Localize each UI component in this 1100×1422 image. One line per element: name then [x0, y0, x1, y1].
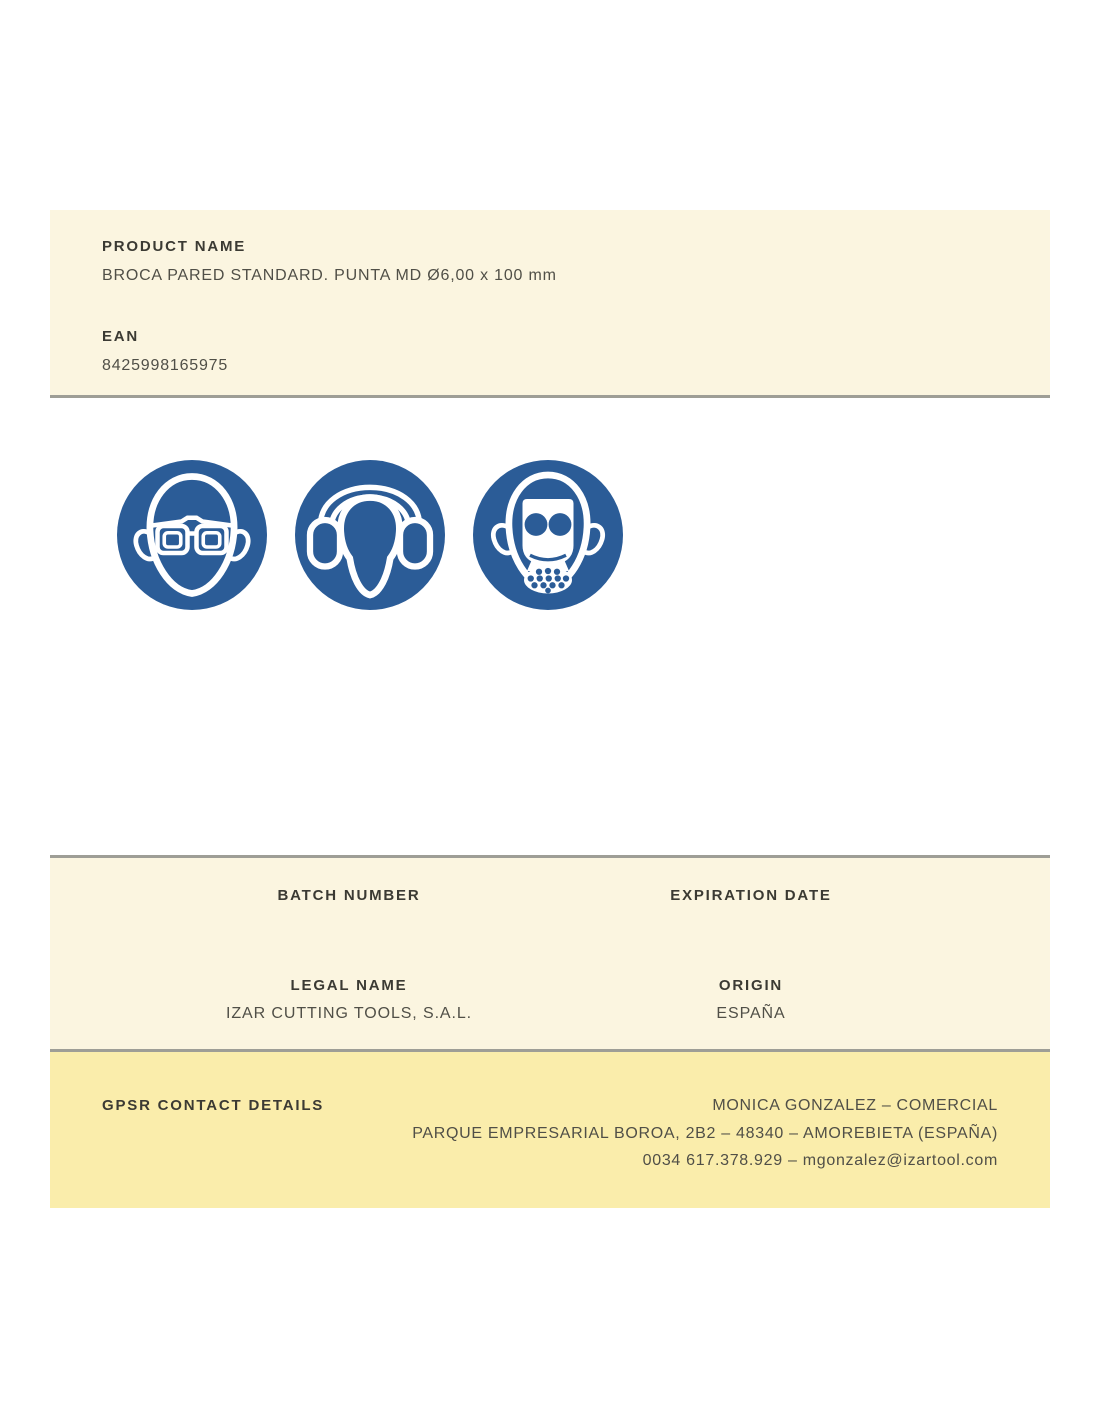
batch-number-label: BATCH NUMBER: [277, 887, 421, 904]
details-grid: [148, 887, 952, 1023]
eye-protection-icon: [117, 460, 267, 610]
gpsr-panel: [50, 1052, 1050, 1208]
details-column-right: [550, 887, 952, 1023]
origin-label: ORIGIN: [718, 977, 784, 994]
ean-value: 8425998165975: [102, 357, 229, 374]
gpsr-label: GPSR CONTACT DETAILS: [102, 1097, 325, 1114]
legal-name-value: IZAR CUTTING TOOLS, S.A.L.: [226, 1005, 472, 1022]
product-name-value: BROCA PARED STANDARD. PUNTA MD Ø6,00 x 100 mm: [102, 267, 557, 284]
product-info-panel: [50, 210, 1050, 398]
legal-name-label: LEGAL NAME: [290, 977, 408, 994]
details-panel: [50, 855, 1050, 1052]
ean-label: EAN: [102, 328, 140, 345]
product-name-label: PRODUCT NAME: [102, 238, 247, 255]
gpsr-contact-line: MONICA GONZALEZ – COMERCIAL: [712, 1097, 998, 1114]
gpsr-contact-block: [324, 1092, 998, 1175]
details-column-left: [148, 887, 550, 1023]
gpsr-contact-line: 0034 617.378.929 – mgonzalez@izartool.com: [642, 1152, 998, 1169]
legal-name-field: [148, 977, 550, 1023]
safety-icons-row: [117, 460, 623, 610]
respiratory-protection-icon: [473, 460, 623, 610]
gpsr-contact-line: PARQUE EMPRESARIAL BOROA, 2B2 – 48340 – AMOREBIETA (ESPAÑA): [412, 1124, 998, 1142]
origin-field: [550, 977, 952, 1023]
ear-protection-icon: [295, 460, 445, 610]
expiration-date-label: EXPIRATION DATE: [670, 887, 832, 904]
origin-value: ESPAÑA: [716, 1005, 786, 1022]
product-name-field: [102, 238, 998, 286]
ean-field: [102, 328, 998, 376]
